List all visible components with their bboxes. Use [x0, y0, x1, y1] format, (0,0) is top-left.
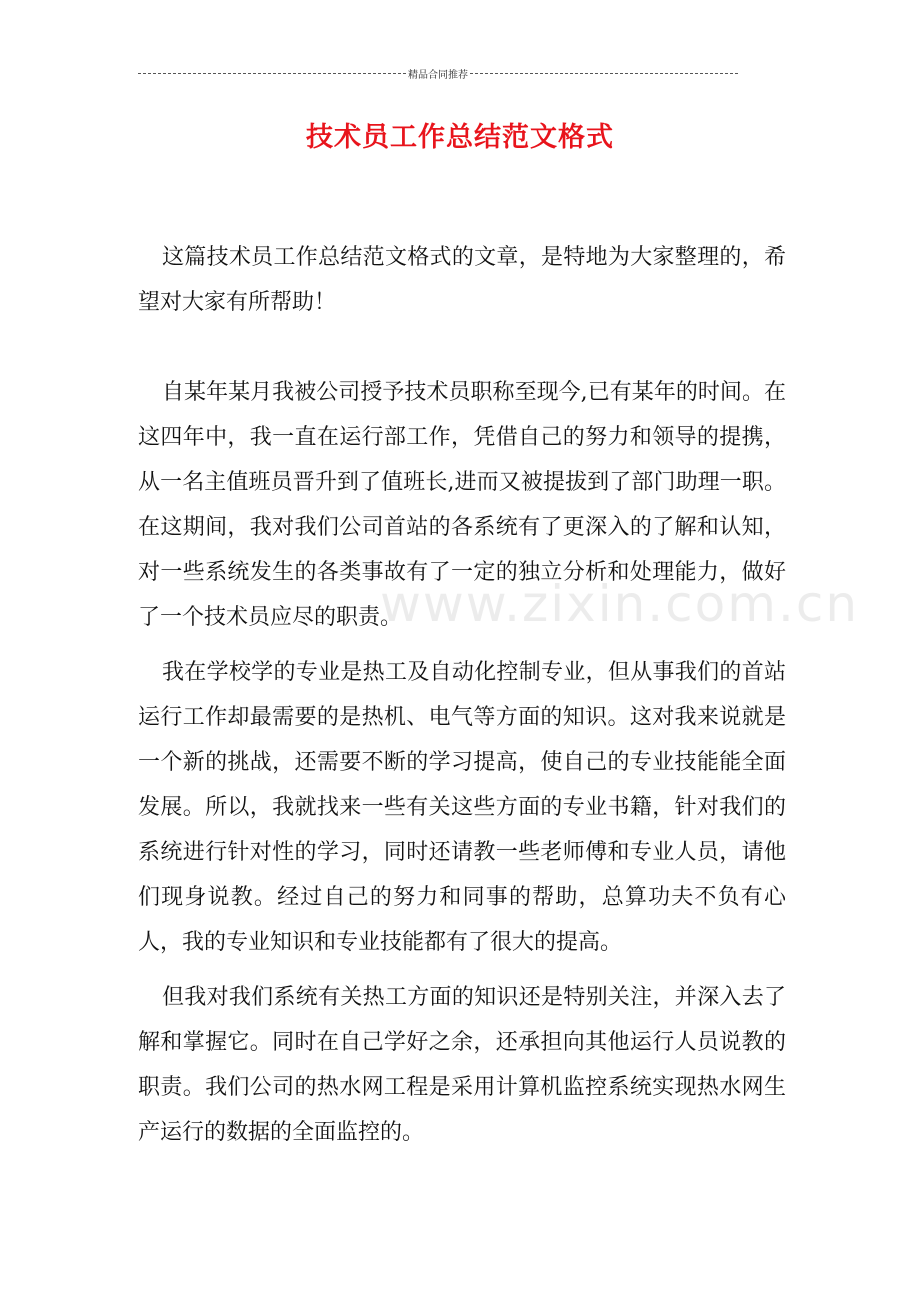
intro-paragraph: 这篇技术员工作总结范文格式的文章，是特地为大家整理的，希望对大家有所帮助！: [138, 245, 786, 315]
body-paragraph-3: 但我对我们系统有关热工方面的知识还是特别关注，并深入去了解和掌握它。同时在自己学好之余，还承担向其他运行人员说教的职责。我们公司的热水网工程是采用计算机监控系统实现热水网生产运行的数据的全面监控的。: [138, 985, 786, 1145]
header-dash-right: [470, 73, 738, 74]
document-body: [138, 235, 786, 1155]
header-dash-left: [138, 73, 406, 74]
header-label: 精品合同推荐: [408, 70, 468, 81]
body-paragraph-1: 自某年某月我被公司授予技术员职称至现今,已有某年的时间。在这四年中，我一直在运行部工作，凭借自己的努力和领导的提携，从一名主值班员晋升到了值班长,进而又被提拔到了部门助理一职。在这期间，我对我们公司首站的各系统有了更深入的了解和认知，对一些系统发生的各类事故有了一定的独立分析和处理能力，做好了一个技术员应尽的职责。: [138, 380, 786, 630]
document-title: 技术员工作总结范文格式: [306, 122, 614, 153]
body-paragraph-2: 我在学校学的专业是热工及自动化控制专业，但从事我们的首站运行工作却最需要的是热机、电气等方面的知识。这对我来说就是一个新的挑战，还需要不断的学习提高，使自己的专业技能能全面发展。所以，我就找来一些有关这些方面的专业书籍，针对我们的系统进行针对性的学习，同时还请教一些老师傅和专业人员，请他们现身说教。经过自己的努力和同事的帮助，总算功夫不负有心人，我的专业知识和专业技能都有了很大的提高。: [138, 660, 786, 955]
watermark: www.zixin.com.cn: [380, 575, 860, 633]
page-header: [138, 66, 738, 81]
